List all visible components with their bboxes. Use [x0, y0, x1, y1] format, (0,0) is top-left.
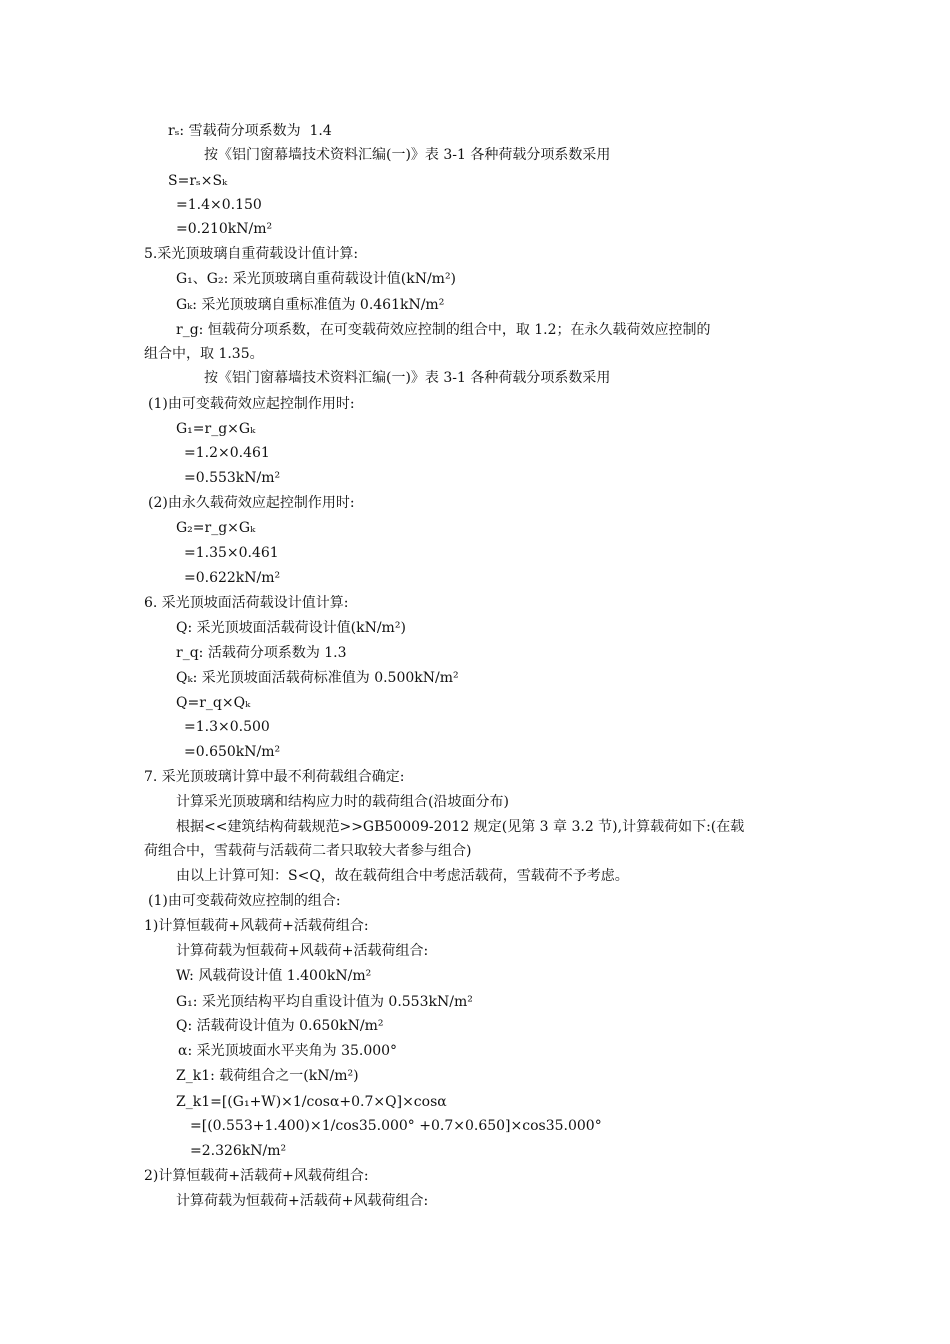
subheading: 2)计算恒载荷+活载荷+风载荷组合: — [144, 1168, 369, 1184]
text-line: r_g: 恒载荷分项系数，在可变载荷效应控制的组合中，取 1.2；在永久载荷效应控制的 — [176, 322, 711, 338]
formula-line: =1.4×0.150 — [176, 197, 262, 213]
subheading: (1)由可变载荷效应控制的组合: — [148, 893, 341, 909]
text-line: 根据<<建筑结构荷载规范>>GB50009-2012 规定(见第 3 章 3.2 节),计算载荷如下:(在载 — [176, 819, 745, 835]
formula-line: Z_k1=[(G₁+W)×1/cosα+0.7×Q]×cosα — [176, 1094, 447, 1110]
text-line: Gₖ: 采光顶玻璃自重标准值为 0.461kN/m² — [176, 297, 445, 313]
formula-line: =1.35×0.461 — [184, 545, 279, 561]
text-line: 按《铝门窗幕墙技术资料汇编(一)》表 3-1 各种荷载分项系数采用 — [204, 147, 611, 163]
text-line: Qₖ: 采光顶坡面活载荷标准值为 0.500kN/m² — [176, 670, 459, 686]
formula-line: =2.326kN/m² — [190, 1143, 287, 1159]
formula-line: Q=r_q×Qₖ — [176, 695, 251, 711]
formula-line: =1.3×0.500 — [184, 719, 270, 735]
formula-line: =0.622kN/m² — [184, 570, 281, 586]
subheading: (2)由永久载荷效应起控制作用时: — [148, 495, 355, 511]
text-line: 由以上计算可知：S<Q，故在载荷组合中考虑活载荷，雪载荷不予考虑。 — [176, 868, 629, 884]
formula-line: =[(0.553+1.400)×1/cos35.000° +0.7×0.650]×cos35.000° — [190, 1118, 602, 1134]
text-line: G₁、G₂: 采光顶玻璃自重荷载设计值(kN/m²) — [176, 271, 457, 287]
text-line: 计算采光顶玻璃和结构应力时的载荷组合(沿坡面分布) — [176, 794, 509, 810]
text-line: W: 风载荷设计值 1.400kN/m² — [176, 968, 372, 984]
subheading: 1)计算恒载荷+风载荷+活载荷组合: — [144, 918, 369, 934]
formula-line: G₂=r_g×Gₖ — [176, 520, 256, 536]
formula-line: =0.553kN/m² — [184, 470, 281, 486]
text-line: 组合中，取 1.35。 — [144, 346, 264, 362]
text-line: G₁: 采光顶结构平均自重设计值为 0.553kN/m² — [176, 994, 473, 1010]
text-line: Z_k1: 载荷组合之一(kN/m²) — [176, 1068, 359, 1084]
text-line: 按《铝门窗幕墙技术资料汇编(一)》表 3-1 各种荷载分项系数采用 — [204, 370, 611, 386]
text-line: α: 采光顶坡面水平夹角为 35.000° — [178, 1043, 398, 1059]
section-heading: 6. 采光顶坡面活荷载设计值计算: — [144, 595, 349, 611]
formula-line: S=rₛ×Sₖ — [168, 173, 228, 189]
formula-line: G₁=r_g×Gₖ — [176, 421, 256, 437]
text-line: 荷组合中，雪载荷与活载荷二者只取较大者参与组合) — [144, 843, 472, 859]
text-line: 计算荷载为恒载荷+活载荷+风载荷组合: — [176, 1193, 429, 1209]
text-line: rₛ: 雪载荷分项系数为 1.4 — [168, 123, 332, 139]
section-heading: 7. 采光顶玻璃计算中最不利荷载组合确定: — [144, 769, 405, 785]
subheading: (1)由可变载荷效应起控制作用时: — [148, 396, 355, 412]
formula-line: =1.2×0.461 — [184, 445, 270, 461]
formula-line: =0.650kN/m² — [184, 744, 281, 760]
text-line: Q: 采光顶坡面活载荷设计值(kN/m²) — [176, 620, 406, 636]
text-line: r_q: 活载荷分项系数为 1.3 — [176, 645, 347, 661]
formula-line: =0.210kN/m² — [176, 221, 273, 237]
text-line: 计算荷载为恒载荷+风载荷+活载荷组合: — [176, 943, 429, 959]
section-heading: 5.采光顶玻璃自重荷载设计值计算: — [144, 246, 359, 262]
text-line: Q: 活载荷设计值为 0.650kN/m² — [176, 1018, 384, 1034]
